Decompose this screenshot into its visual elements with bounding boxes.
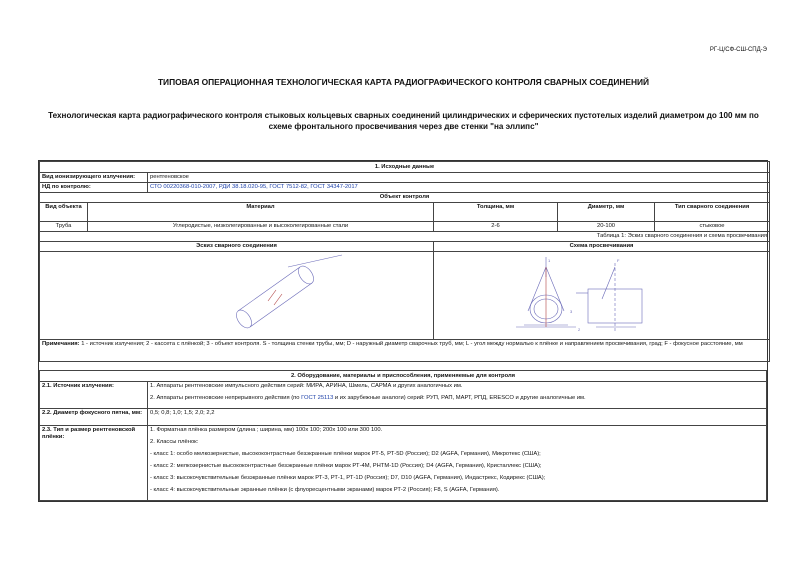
s23-item: - класс 1: особо мелкозернистые, высококонтрастные безэкранные плёнки марок РТ-5, РТ-5D (Россия); D2 (AGFA, Германия), Микротекс (США);: [150, 451, 541, 457]
document-subtitle: Технологическая карта радиографического контроля стыковых кольцевых сварных соединений цилиндрических и сферических пустотелых изделий диаметром до 100 мм по схеме фронтального просвечивания через две стенки "на эллипс": [48, 111, 759, 131]
col-material: Материал: [88, 203, 434, 222]
col-object-type: Вид объекта: [40, 203, 88, 222]
cell-weld-type: стыковое: [655, 222, 770, 232]
cell-diameter: 20-100: [558, 222, 655, 232]
notes-text: 1 - источник излучения; 2 - кассета с плёнкой; 3 - объект контроля. S - толщина стенки трубы, мм; D - наружный диаметр сварочных труб, мм; L - угол между нормалью к плёнке и направлением просвечивания, град; F - фокусное расстояние, мм: [79, 341, 743, 347]
notes-cell: [40, 340, 770, 362]
svg-text:3: 3: [570, 309, 573, 314]
s23-item: 1. Форматная плёнка размером (длина ; ширина, мм) 100x 100; 200x 100 или 300 100.: [150, 427, 383, 433]
s21-label: 2.1. Источник излучения:: [40, 382, 148, 409]
cell-material: Углеродистые, низколегированные и высоколегированные стали: [88, 222, 434, 232]
section2-header: 2. Оборудование, материалы и приспособления, применяемые для контроля: [40, 371, 767, 382]
scheme-cell: [434, 252, 770, 340]
s21-item-2-b: и их зарубежные аналоги) серий: РУП, РАП, МАРТ, РПД, ERESCO и другие аналогичные им.: [333, 395, 586, 401]
nd-label: НД по контролю:: [40, 183, 148, 193]
cell-object-type: Труба: [40, 222, 88, 232]
document-title: ТИПОВАЯ ОПЕРАЦИОННАЯ ТЕХНОЛОГИЧЕСКАЯ КАРТА РАДИОГРАФИЧЕСКОГО КОНТРОЛЯ СВАРНЫХ СОЕДИНЕНИЙ: [157, 77, 650, 87]
s21-content: [148, 382, 767, 409]
exposure-scheme-drawing: [436, 253, 739, 337]
table-caption: Таблица 1: Эскиз сварного соединения и схема просвечивания: [40, 232, 770, 242]
section2-table: [39, 370, 767, 501]
s23-item: 2. Классы плёнок:: [150, 439, 199, 445]
document-code: РГ-Ц/СФ-СШ-СПД-Э: [709, 47, 767, 53]
s22-value: 0,5; 0,8; 1,0; 1,5; 2,0; 2,2: [148, 409, 767, 426]
svg-text:2: 2: [578, 327, 581, 332]
object-header: Объект контроля: [40, 193, 770, 203]
s21-item-2: [150, 395, 764, 402]
s23-item: - класс 2: мелкозернистые высококонтрастные безэкранные плёнки марок РТ-4М, РНТМ-1D (Россия); D4 (AGFA, Германия), Кристаллекс (США);: [150, 463, 542, 469]
section1-table: [39, 161, 770, 362]
nd-value-link[interactable]: СТО 00220368-010-2007, РДИ 38.18.020-95, ГОСТ 7512-82, ГОСТ 34347-2017: [148, 183, 770, 193]
tech-card-sheet: [38, 160, 768, 502]
s23-item: - класс 4: высокочувствительные экранные плёнки (с флуоресцентными экранами) марок РТ-2 (Россия); F8, S (AGFA, Германия).: [150, 487, 500, 493]
section1-header: 1. Исходные данные: [40, 162, 770, 173]
col-diameter: Диаметр, мм: [558, 203, 655, 222]
svg-text:F: F: [617, 258, 620, 263]
weld-sketch-drawing: [42, 253, 467, 337]
radiation-label: Вид ионизирующего излучения:: [40, 173, 148, 183]
s21-item-2-a: 2. Аппараты рентгеновские непрерывного действия (по: [150, 395, 302, 401]
weld-sketch-cell: [40, 252, 434, 340]
cell-thickness: 2-6: [434, 222, 558, 232]
notes-label: Примечания:: [42, 341, 80, 347]
gost-25113-link[interactable]: ГОСТ 25113: [301, 395, 334, 401]
s23-label: 2.3. Тип и размер рентгеновской плёнки:: [40, 426, 148, 501]
s21-item-1: 1. Аппараты рентгеновские импульсного действия серий: МИРА, АРИНА, Шмель, САРМА и других аналогичных им.: [150, 383, 463, 389]
col-thickness: Толщина, мм: [434, 203, 558, 222]
radiation-value: рентгеновское: [148, 173, 770, 183]
svg-text:1: 1: [548, 258, 551, 263]
s23-item: - класс 3: высокочувствительные безэкранные плёнки марок РТ-3, РТ-1, РТ-1D (Россия); D7, D10 (AGFA, Германия), Индастрекс, Кодирекс (США);: [150, 475, 546, 481]
s23-content: [148, 426, 767, 501]
col-weld-type: Тип сварного соединения: [655, 203, 770, 222]
sketch-header: Эскиз сварного соединения: [40, 242, 434, 252]
scheme-header: Схема просвечивания: [434, 242, 770, 252]
s22-label: 2.2. Диаметр фокусного пятна, мм:: [40, 409, 148, 426]
